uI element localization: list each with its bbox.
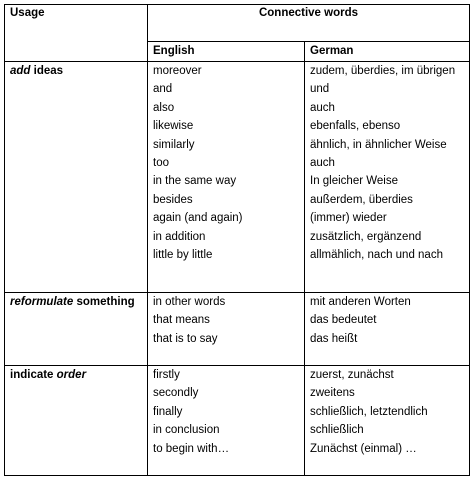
list-item: (immer) wieder — [310, 212, 387, 225]
list-item: mit anderen Worten — [310, 296, 411, 308]
list-item: auch — [310, 157, 335, 170]
list-item: and — [153, 83, 173, 96]
german-cell — [305, 62, 470, 293]
list-item: und — [310, 83, 330, 96]
list-item: das heißt — [310, 332, 358, 345]
list-item: ähnlich, in ähnlicher Weise — [310, 138, 447, 151]
connective-words-header: Connective words — [148, 5, 470, 42]
german-cell — [305, 366, 470, 476]
connective-words-table — [4, 4, 470, 476]
usage-text: ideas — [30, 65, 64, 77]
list-item: secondly — [153, 387, 199, 400]
list-item: In gleicher Weise — [310, 175, 398, 188]
list-item: zweitens — [310, 387, 355, 400]
list-item: Zunächst (einmal) … — [310, 442, 417, 455]
list-item: in the same way — [153, 175, 237, 188]
german-header: German — [305, 42, 470, 62]
german-cell — [305, 293, 470, 366]
list-item: zuerst, zunächst — [310, 369, 394, 381]
list-item: in conclusion — [153, 424, 220, 437]
usage-header: Usage — [5, 5, 148, 62]
list-item: similarly — [153, 138, 195, 151]
list-item: ebenfalls, ebenso — [310, 120, 401, 133]
usage-text: indicate — [10, 369, 57, 381]
list-item: in addition — [153, 230, 206, 243]
usage-cell-indicate-order — [5, 366, 148, 476]
list-item: allmählich, nach und nach — [310, 249, 443, 262]
list-item: zusätzlich, ergänzend — [310, 230, 422, 243]
list-item: außerdem, überdies — [310, 193, 413, 206]
list-item: firstly — [153, 369, 180, 381]
usage-emphasis: reformulate — [10, 296, 74, 308]
table-row — [5, 293, 470, 366]
table-row — [5, 366, 470, 476]
table-row — [5, 62, 470, 293]
list-item: schließlich — [310, 424, 364, 437]
list-item: finally — [153, 405, 183, 418]
usage-cell-reformulate — [5, 293, 148, 366]
list-item: too — [153, 157, 169, 170]
list-item: besides — [153, 193, 193, 206]
usage-text: something — [73, 296, 135, 308]
list-item: moreover — [153, 65, 202, 77]
usage-emphasis: order — [56, 369, 87, 381]
usage-emphasis: add — [10, 65, 31, 77]
list-item: again (and again) — [153, 212, 243, 225]
english-cell — [148, 293, 305, 366]
english-header: English — [148, 42, 305, 62]
list-item: little by little — [153, 249, 213, 262]
list-item: that is to say — [153, 332, 218, 345]
list-item: also — [153, 101, 175, 114]
english-cell — [148, 366, 305, 476]
list-item: to begin with… — [153, 442, 230, 455]
list-item: likewise — [153, 120, 194, 133]
list-item: auch — [310, 101, 335, 114]
list-item: das bedeutet — [310, 314, 377, 327]
list-item: zudem, überdies, im übrigen — [310, 65, 456, 77]
list-item: in other words — [153, 296, 226, 308]
list-item: schließlich, letztendlich — [310, 405, 428, 418]
list-item: that means — [153, 314, 210, 327]
usage-cell-add-ideas — [5, 62, 148, 293]
english-cell — [148, 62, 305, 293]
